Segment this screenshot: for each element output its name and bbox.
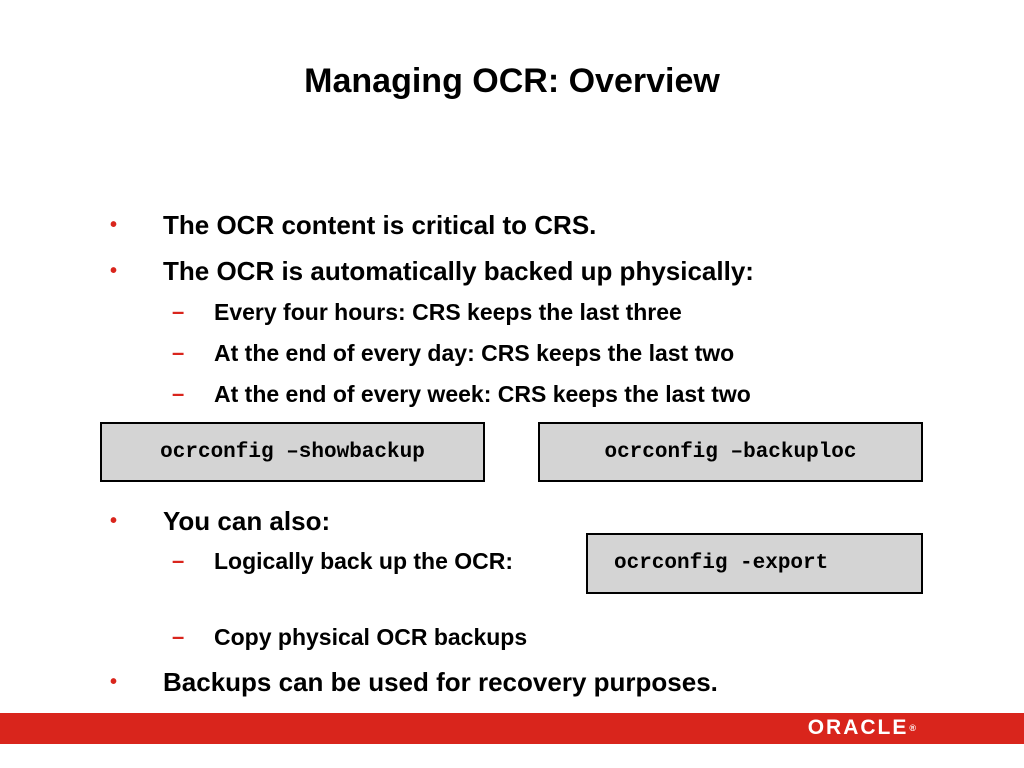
sub-bullet-text: Logically back up the OCR: <box>214 548 514 574</box>
sub-bullet-text: Every four hours: CRS keeps the last three <box>214 299 682 325</box>
bullet-text: The OCR is automatically backed up physically: <box>163 256 754 286</box>
sub-bullet-marker: – <box>172 299 185 324</box>
bullet-marker: • <box>110 214 118 236</box>
bullet-text: Backups can be used for recovery purposes. <box>163 667 718 697</box>
sub-bullet-text: At the end of every week: CRS keeps the last two <box>214 381 751 407</box>
bullet-text: You can also: <box>163 506 331 536</box>
sub-bullet-text: Copy physical OCR backups <box>214 624 528 650</box>
bullet-marker: • <box>110 260 118 282</box>
sub-bullet-marker: – <box>172 340 185 365</box>
oracle-logo <box>808 716 916 740</box>
command-box-backuploc: ocrconfig –backuploc <box>538 422 923 482</box>
bullet-text: The OCR content is critical to CRS. <box>163 210 597 240</box>
oracle-logo-text: ORACLE <box>807 716 909 739</box>
sub-bullet-marker: – <box>172 381 185 406</box>
sub-bullet-text: At the end of every day: CRS keeps the last two <box>214 340 735 366</box>
bullet-marker: • <box>110 671 118 693</box>
bullet-marker: • <box>110 510 118 532</box>
sub-bullet-marker: – <box>172 624 185 649</box>
footer-bar <box>0 713 1024 744</box>
command-box-showbackup: ocrconfig –showbackup <box>100 422 485 482</box>
registered-mark: ® <box>909 723 916 733</box>
slide-title: Managing OCR: Overview <box>304 62 720 100</box>
sub-bullet-marker: – <box>172 548 185 573</box>
command-box-export: ocrconfig -export <box>586 533 923 594</box>
